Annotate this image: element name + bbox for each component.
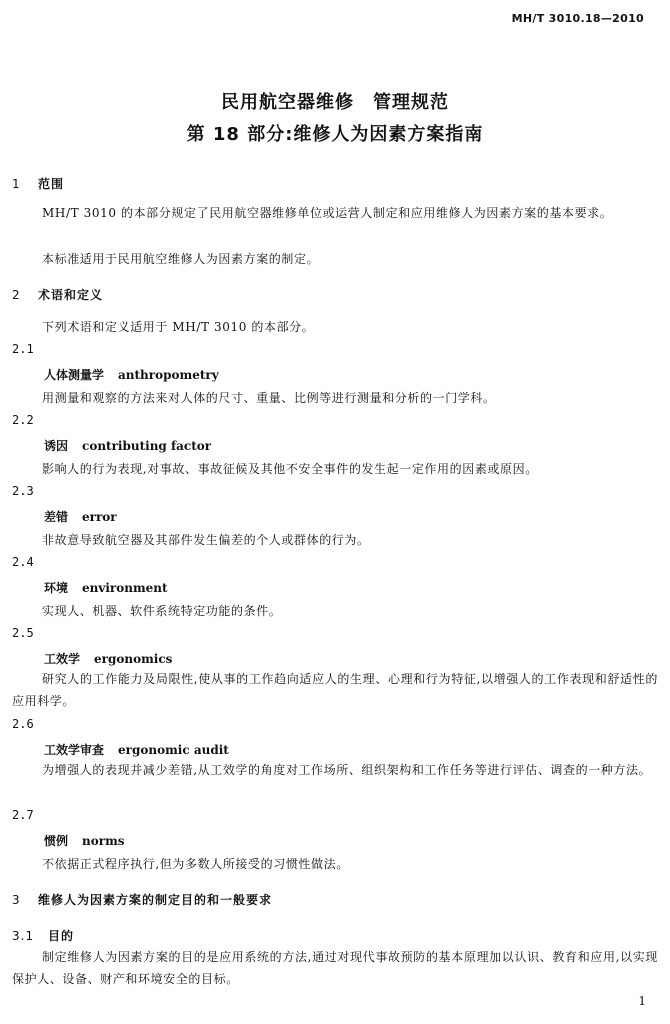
term-en: error	[82, 510, 117, 524]
section-number: 1	[12, 177, 21, 191]
term-zh: 工效学	[44, 652, 81, 666]
term-number: 2.3	[12, 484, 34, 498]
section-number: 3.1	[12, 929, 35, 943]
section-title: 维修人为因素方案的制定目的和一般要求	[38, 893, 273, 907]
term-heading	[44, 650, 172, 667]
document-subtitle: 第 18 部分:维修人为因素方案指南	[186, 124, 484, 145]
term-definition: 非故意导致航空器及其部件发生偏差的个人或群体的行为。	[42, 533, 370, 547]
section-2-heading	[12, 286, 103, 303]
section-1-heading	[12, 175, 64, 192]
term-zh: 诱因	[44, 439, 69, 453]
subsection-3-1-heading	[12, 927, 74, 944]
term-en: environment	[82, 581, 168, 595]
term-number: 2.4	[12, 555, 34, 569]
section-title: 目的	[48, 929, 75, 943]
term-zh: 差错	[44, 510, 69, 524]
term-zh: 环境	[44, 581, 69, 595]
term-zh: 人体测量学	[44, 368, 105, 382]
term-heading	[44, 508, 117, 525]
document-title: 民用航空器维修 管理规范	[221, 92, 449, 113]
term-en: norms	[82, 834, 125, 848]
term-number: 2.6	[12, 717, 34, 731]
section-number: 3	[12, 893, 21, 907]
section-title: 术语和定义	[38, 288, 104, 302]
term-en: ergonomic audit	[118, 743, 229, 757]
term-number: 2.7	[12, 808, 34, 822]
standard-code: MH/T 3010.18—2010	[511, 12, 644, 25]
term-heading	[44, 579, 168, 596]
paragraph: 下列术语和定义适用于 MH/T 3010 的本部分。	[42, 320, 315, 334]
term-definition: 用测量和观察的方法来对人体的尺寸、重量、比例等进行测量和分析的一门学科。	[42, 391, 496, 405]
term-definition: 实现人、机器、软件系统特定功能的条件。	[42, 604, 282, 618]
term-en: ergonomics	[94, 652, 173, 666]
paragraph: 本标准适用于民用航空维修人为因素方案的制定。	[42, 252, 320, 266]
term-zh: 工效学审查	[44, 743, 105, 757]
term-heading	[44, 832, 125, 849]
term-heading	[44, 437, 211, 454]
term-number: 2.1	[12, 342, 34, 356]
term-definition: 不依据正式程序执行,但为多数人所接受的习惯性做法。	[42, 857, 349, 871]
term-en: anthropometry	[118, 368, 219, 382]
term-definition: 研究人的工作能力及局限性,使从事的工作趋向适应人的生理、心理和行为特征,以增强人的工作表现和舒适性的应用科学。	[12, 672, 658, 708]
term-definition: 为增强人的表现并减少差错,从工效学的角度对工作场所、组织架构和工作任务等进行评估、调查的一种方法。	[42, 763, 652, 777]
paragraph: 制定维修人为因素方案的目的是应用系统的方法,通过对现代事故预防的基本原理加以认识、教育和应用,以实现保护人、设备、财产和环境安全的目标。	[12, 950, 658, 986]
paragraph: MH/T 3010 的本部分规定了民用航空器维修单位或运营人制定和应用维修人为因素方案的基本要求。	[42, 206, 613, 220]
section-title: 范围	[38, 177, 65, 191]
page-number: 1	[638, 994, 646, 1008]
term-heading	[44, 366, 219, 383]
term-heading	[44, 741, 229, 758]
term-definition: 影响人的行为表现,对事故、事故征候及其他不安全事件的发生起一定作用的因素或原因。	[42, 462, 538, 476]
term-number: 2.5	[12, 626, 34, 640]
term-zh: 惯例	[44, 834, 69, 848]
section-3-heading	[12, 891, 272, 908]
term-number: 2.2	[12, 413, 34, 427]
term-en: contributing factor	[82, 439, 212, 453]
section-number: 2	[12, 288, 21, 302]
